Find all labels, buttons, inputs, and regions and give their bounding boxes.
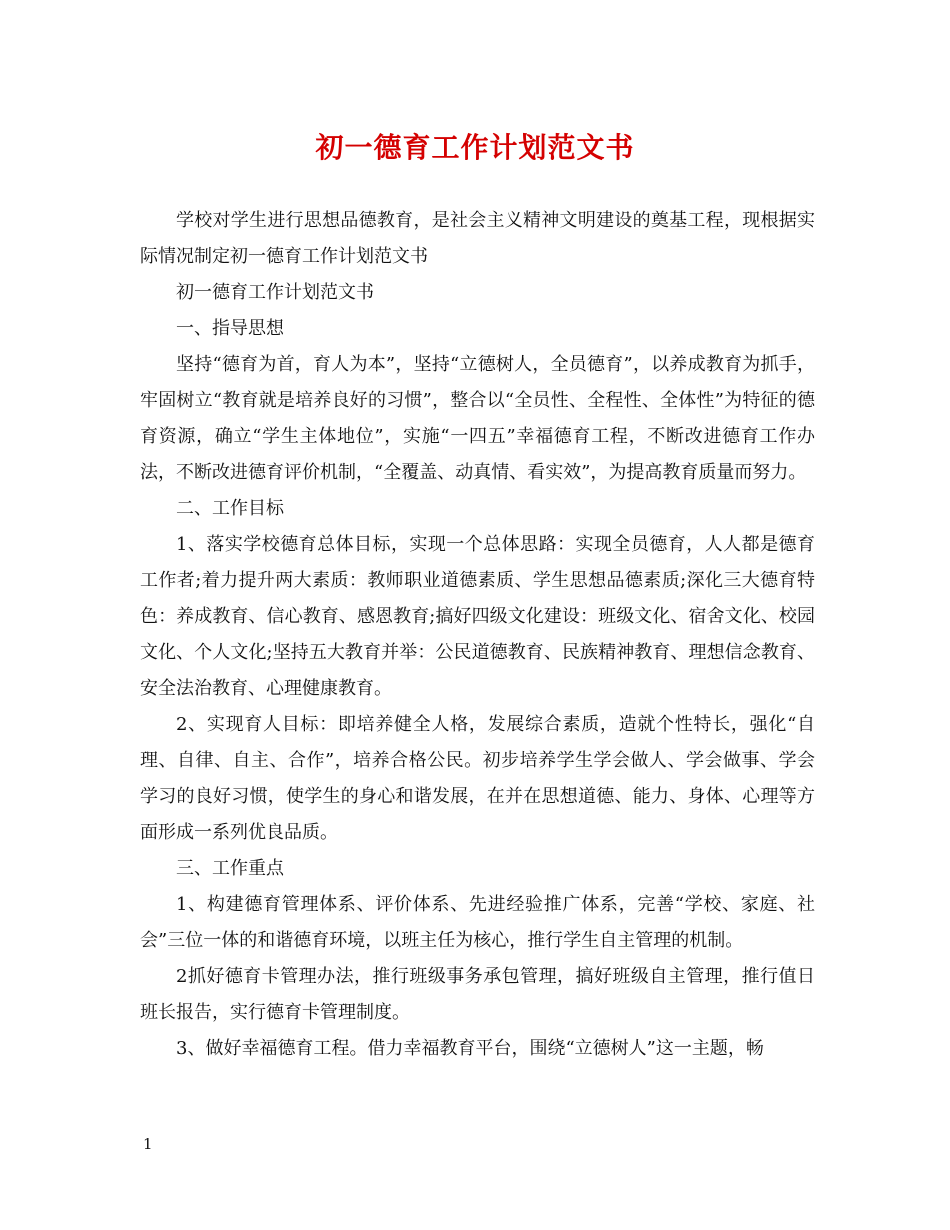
paragraph-focus-1: 1、构建德育管理体系、评价体系、先进经验推广体系，完善“学校、家庭、社会”三位一体的和谐德育环境，以班主任为核心，推行学生自主管理的机制。 — [140, 894, 815, 951]
paragraph-subtitle: 初一德育工作计划范文书 — [176, 282, 374, 303]
document-title: 初一德育工作计划范文书 — [315, 131, 635, 164]
paragraph-goal-1: 1、落实学校德育总体目标，实现一个总体思路：实现全员德育，人人都是德育工作者;着力提升两大素质：教师职业道德素质、学生思想品德素质;深化三大德育特色：养成教育、信心教育、感恩教育;搞好四级文化建设：班级文化、宿舍文化、校园文化、个人文化;坚持五大教育并举：公民道德教育、民族精神教育、理想信念教育、安全法治教育、心理健康教育。 — [140, 534, 815, 699]
paragraph-goal-2: 2、实现育人目标：即培养健全人格，发展综合素质，造就个性特长，强化“自理、自律、自主、合作”，培养合格公民。初步培养学生学会做人、学会做事、学会学习的良好习惯，使学生的身心和谐发展，在并在思想道德、能力、身体、心理等方面形成一系列优良品质。 — [140, 714, 815, 843]
section-heading-work-focus: 三、工作重点 — [176, 858, 284, 879]
paragraph-intro: 学校对学生进行思想品德教育，是社会主义精神文明建设的奠基工程，现根据实际情况制定初一德育工作计划范文书 — [140, 210, 815, 267]
paragraph-guiding-ideology: 坚持“德育为首，育人为本”，坚持“立德树人，全员德育”，以养成教育为抓手，牢固树立“教育就是培养良好的习惯”，整合以“全员性、全程性、全体性”为特征的德育资源，确立“学生主体地位”，实施“一四五”幸福德育工程，不断改进德育工作办法，不断改进德育评价机制，“全覆盖、动真情、看实效”，为提高教育质量而努力。 — [140, 354, 815, 483]
page-number: 1 — [143, 1135, 153, 1153]
section-heading-guiding-ideology: 一、指导思想 — [176, 318, 284, 339]
section-heading-work-goals: 二、工作目标 — [176, 498, 284, 519]
document-body — [140, 203, 815, 1067]
paragraph-focus-3: 3、做好幸福德育工程。借力幸福教育平台，围绕“立德树人”这一主题，畅 — [176, 1038, 764, 1059]
paragraph-focus-2: 2抓好德育卡管理办法，推行班级事务承包管理，搞好班级自主管理，推行值日班长报告，实行德育卡管理制度。 — [140, 966, 815, 1023]
